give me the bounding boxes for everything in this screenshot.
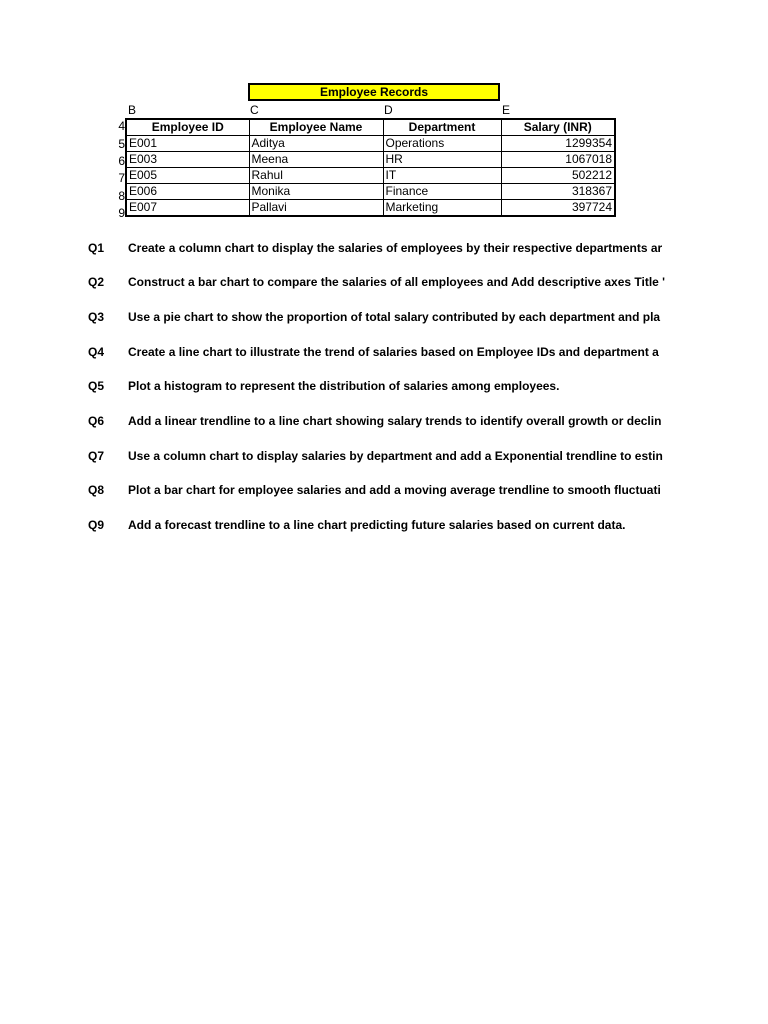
cell-department[interactable]: Marketing <box>383 200 501 217</box>
table-row <box>126 152 615 168</box>
row-number: 8 <box>118 189 125 203</box>
table-header-row <box>126 119 615 136</box>
cell-employee-id[interactable]: E001 <box>126 136 249 152</box>
header-department[interactable]: Department <box>383 119 501 136</box>
table-row <box>126 184 615 200</box>
header-salary[interactable]: Salary (INR) <box>501 119 615 136</box>
header-employee-id[interactable]: Employee ID <box>126 119 249 136</box>
row-number: 7 <box>118 171 125 185</box>
column-letter-e: E <box>502 103 511 117</box>
question-text[interactable]: Plot a histogram to represent the distribution of salaries among employees. <box>128 379 560 393</box>
cell-salary[interactable]: 397724 <box>501 200 615 217</box>
column-letter-d: D <box>384 103 393 117</box>
row-number: 4 <box>118 119 125 133</box>
question-label: Q8 <box>88 483 105 497</box>
question-label: Q7 <box>88 449 105 463</box>
cell-department[interactable]: HR <box>383 152 501 168</box>
table-row <box>126 168 615 184</box>
question-label: Q5 <box>88 379 105 393</box>
question-label: Q9 <box>88 518 105 532</box>
cell-employee-id[interactable]: E003 <box>126 152 249 168</box>
cell-employee-id[interactable]: E006 <box>126 184 249 200</box>
question-label: Q3 <box>88 310 105 324</box>
column-letter-c: C <box>250 103 259 117</box>
employee-records-table <box>125 118 616 217</box>
cell-department[interactable]: IT <box>383 168 501 184</box>
sheet-title[interactable]: Employee Records <box>248 83 500 101</box>
question-text[interactable]: Add a linear trendline to a line chart showing salary trends to identify overall growth or declin <box>128 414 662 428</box>
cell-employee-id[interactable]: E005 <box>126 168 249 184</box>
question-text[interactable]: Use a pie chart to show the proportion of total salary contributed by each department and pla <box>128 310 661 324</box>
question-label: Q6 <box>88 414 105 428</box>
column-letter-b: B <box>128 103 137 117</box>
question-text[interactable]: Create a line chart to illustrate the trend of salaries based on Employee IDs and department a <box>128 345 659 359</box>
question-text[interactable]: Add a forecast trendline to a line chart predicting future salaries based on current data. <box>128 518 626 532</box>
cell-salary[interactable]: 1299354 <box>501 136 615 152</box>
table-row <box>126 200 615 217</box>
cell-employee-name[interactable]: Aditya <box>249 136 383 152</box>
cell-employee-name[interactable]: Pallavi <box>249 200 383 217</box>
question-text[interactable]: Use a column chart to display salaries by department and add a Exponential trendline to estin <box>128 449 663 463</box>
cell-employee-name[interactable]: Meena <box>249 152 383 168</box>
question-text[interactable]: Construct a bar chart to compare the salaries of all employees and Add descriptive axes Title ' <box>128 275 666 289</box>
question-label: Q2 <box>88 275 105 289</box>
header-employee-name[interactable]: Employee Name <box>249 119 383 136</box>
row-number: 9 <box>118 206 125 220</box>
cell-salary[interactable]: 1067018 <box>501 152 615 168</box>
cell-department[interactable]: Finance <box>383 184 501 200</box>
row-number: 5 <box>118 137 125 151</box>
table-row <box>126 136 615 152</box>
question-text[interactable]: Create a column chart to display the salaries of employees by their respective departments ar <box>128 241 663 255</box>
row-number: 6 <box>118 154 125 168</box>
question-label: Q1 <box>88 241 105 255</box>
cell-employee-id[interactable]: E007 <box>126 200 249 217</box>
cell-employee-name[interactable]: Monika <box>249 184 383 200</box>
question-label: Q4 <box>88 345 105 359</box>
cell-salary[interactable]: 502212 <box>501 168 615 184</box>
question-text[interactable]: Plot a bar chart for employee salaries and add a moving average trendline to smooth fluctuati <box>128 483 661 497</box>
cell-employee-name[interactable]: Rahul <box>249 168 383 184</box>
cell-department[interactable]: Operations <box>383 136 501 152</box>
cell-salary[interactable]: 318367 <box>501 184 615 200</box>
